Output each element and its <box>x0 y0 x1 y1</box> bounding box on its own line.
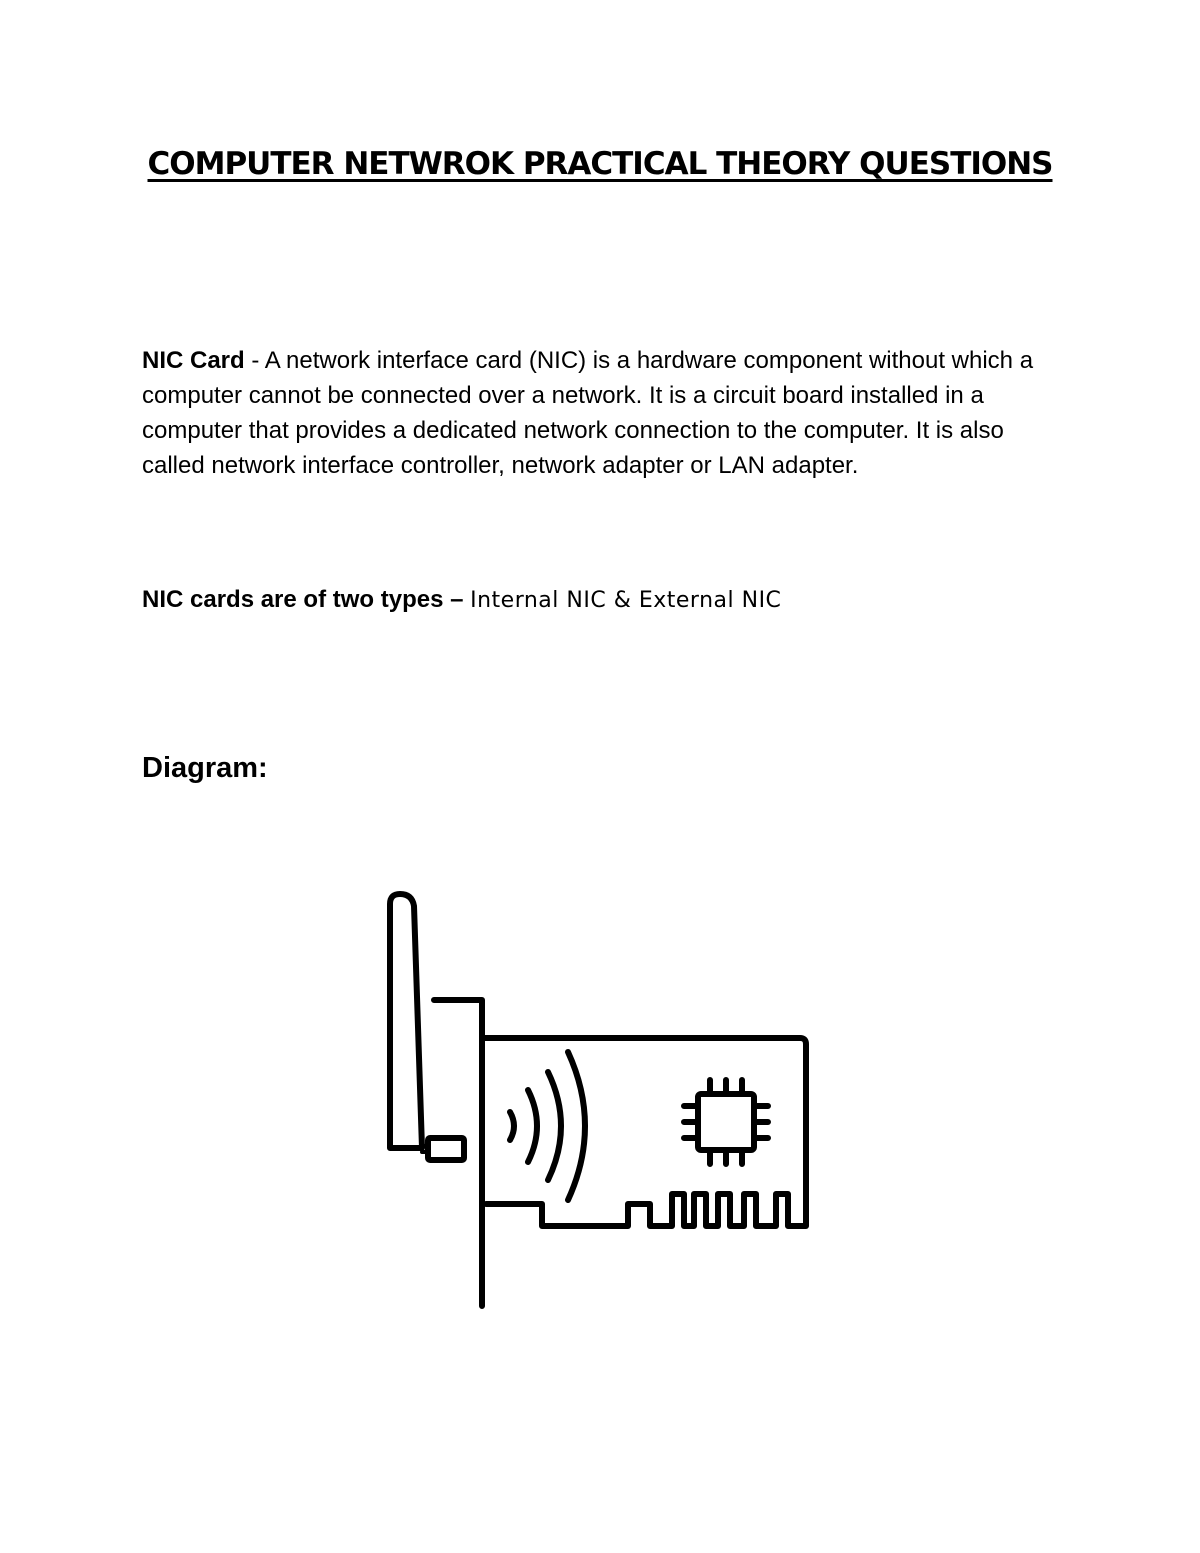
nic-diagram <box>310 850 890 1330</box>
chip-icon <box>684 1080 768 1164</box>
page-title: COMPUTER NETWROK PRACTICAL THEORY QUESTIONS <box>147 146 1053 182</box>
nic-card-description: - A network interface card (NIC) is a hardware component without which a computer cannot be connected over a network. It is a circuit board installed in a computer that provides a dedicated network connection to the computer. It is also called network interface controller, network adapter or LAN adapter. <box>142 347 1034 479</box>
wifi-signal-icon <box>510 1052 585 1200</box>
circuit-board-icon <box>482 1038 806 1226</box>
bracket-icon <box>434 1000 482 1306</box>
wireless-nic-card-icon <box>310 850 890 1330</box>
nic-types-line <box>142 584 1042 617</box>
nic-card-paragraph <box>142 343 1042 483</box>
antenna-icon <box>390 894 422 1148</box>
nic-card-label: NIC Card <box>142 347 245 374</box>
diagram-heading: Diagram: <box>142 752 268 784</box>
antenna-connector-icon <box>428 1138 464 1160</box>
nic-types-value: Internal NIC & External NIC <box>470 588 782 613</box>
nic-types-label: NIC cards are of two types – <box>142 586 471 613</box>
